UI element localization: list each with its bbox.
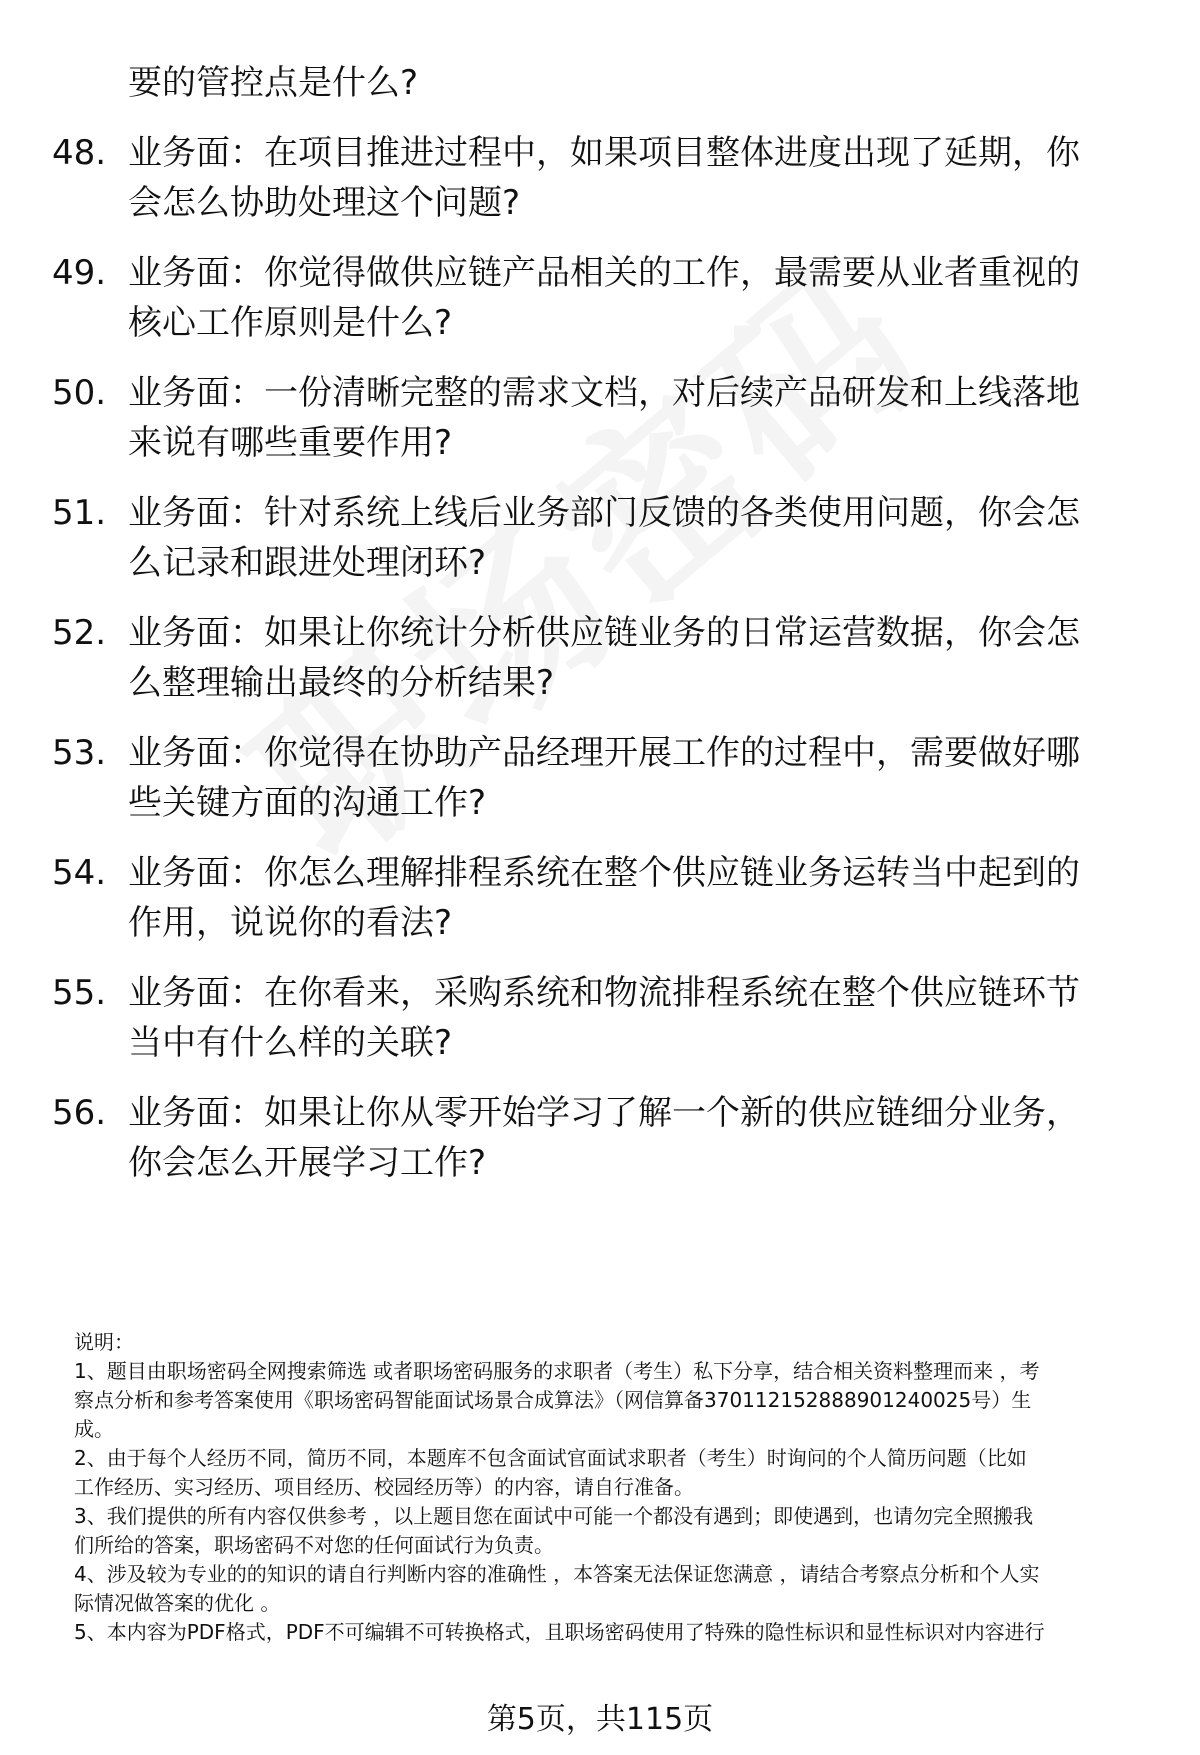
question-line: 业务面：你觉得在协助产品经理开展工作的过程中，需要做好哪 <box>128 733 1080 773</box>
notes-line: 工作经历、实习经历、项目经历、校园经历等）的内容，请自行准备。 <box>74 1475 694 1499</box>
question-line: 么记录和跟进处理闭环? <box>128 543 487 583</box>
question-item <box>52 848 1142 948</box>
question-item <box>52 728 1142 828</box>
notes-line: 4、涉及较为专业的的知识的请自行判断内容的准确性 ，本答案无法保证您满意 ，请结合考察点分析和个人实 <box>74 1562 1040 1586</box>
question-line: 业务面：你怎么理解排程系统在整个供应链业务运转当中起到的 <box>128 853 1080 893</box>
question-line: 么整理输出最终的分析结果? <box>128 663 555 703</box>
notes-line: 成。 <box>74 1417 114 1441</box>
question-item <box>52 608 1142 708</box>
question-line: 业务面：在项目推进过程中，如果项目整体进度出现了延期，你 <box>128 133 1080 173</box>
question-line: 来说有哪些重要作用? <box>128 423 453 463</box>
question-number: 50. <box>52 373 107 413</box>
question-line: 当中有什么样的关联? <box>128 1023 453 1063</box>
question-number: 53. <box>52 733 107 773</box>
notes-section <box>74 1328 1154 1647</box>
notes-line: 察点分析和参考答案使用《职场密码智能面试场景合成算法》（网信算备370112152888901240025号）生 <box>74 1388 1032 1412</box>
question-number: 56. <box>52 1093 107 1133</box>
question-line: 业务面：如果让你从零开始学习了解一个新的供应链细分业务， <box>128 1093 1080 1133</box>
page-number: 第5页，共115页 <box>486 1702 714 1737</box>
question-item <box>52 368 1142 468</box>
question-line: 业务面：如果让你统计分析供应链业务的日常运营数据，你会怎 <box>128 613 1080 653</box>
continued-question-text: 要的管控点是什么? <box>128 63 419 103</box>
question-line: 业务面：一份清晰完整的需求文档，对后续产品研发和上线落地 <box>128 373 1080 413</box>
notes-line: 3、我们提供的所有内容仅供参考 ，以上题目您在面试中可能一个都没有遇到；即使遇到，也请勿完全照搬我 <box>74 1504 1034 1528</box>
question-number: 49. <box>52 253 107 293</box>
question-item <box>52 128 1142 228</box>
question-line: 你会怎么开展学习工作? <box>128 1143 487 1183</box>
question-item <box>52 248 1142 348</box>
notes-line: 5、本内容为PDF格式，PDF不可编辑不可转换格式，且职场密码使用了特殊的隐性标识和显性标识对内容进行 <box>74 1620 1045 1644</box>
question-line: 些关键方面的沟通工作? <box>128 783 487 823</box>
question-number: 48. <box>52 133 107 173</box>
question-line: 会怎么协助处理这个问题? <box>128 183 521 223</box>
question-number: 55. <box>52 973 107 1013</box>
notes-line: 1、题目由职场密码全网搜索筛选 或者职场密码服务的求职者（考生）私下分享，结合相关资料整理而来 ，考 <box>74 1359 1040 1383</box>
question-line: 核心工作原则是什么? <box>128 303 453 343</box>
question-item <box>52 488 1142 588</box>
question-number: 52. <box>52 613 107 653</box>
question-line: 业务面：你觉得做供应链产品相关的工作，最需要从业者重视的 <box>128 253 1080 293</box>
question-item <box>52 968 1142 1068</box>
question-item <box>52 1088 1142 1188</box>
notes-line: 2、由于每个人经历不同，简历不同，本题库不包含面试官面试求职者（考生）时询问的个人简历问题（比如 <box>74 1446 1027 1470</box>
question-line: 业务面：针对系统上线后业务部门反馈的各类使用问题，你会怎 <box>128 493 1080 533</box>
notes-line: 际情况做答案的优化 。 <box>74 1591 281 1615</box>
notes-line: 们所给的答案，职场密码不对您的任何面试行为负责。 <box>74 1533 554 1557</box>
question-number: 51. <box>52 493 107 533</box>
question-line: 作用，说说你的看法? <box>128 903 453 943</box>
notes-heading: 说明： <box>74 1330 134 1354</box>
question-number: 54. <box>52 853 107 893</box>
question-line: 业务面：在你看来，采购系统和物流排程系统在整个供应链环节 <box>128 973 1080 1013</box>
